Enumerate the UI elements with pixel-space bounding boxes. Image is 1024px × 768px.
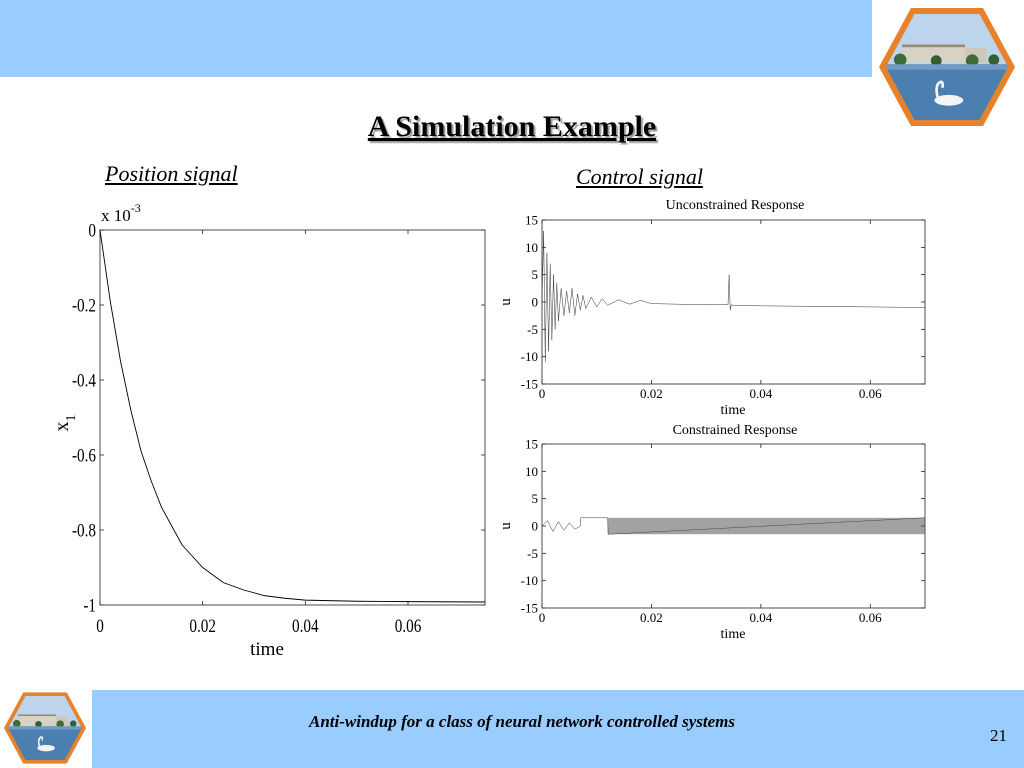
slide-title: A Simulation Example <box>367 110 657 143</box>
x-tick-label: 0.06 <box>858 610 882 625</box>
x-tick-label: 0.02 <box>189 615 216 637</box>
x-tick-label: 0 <box>96 615 104 637</box>
y-tick-label: 5 <box>531 491 538 507</box>
constrained-response-chart <box>490 416 950 646</box>
footer-title: Anti-windup for a class of neural network controlled systems <box>309 712 735 731</box>
y-tick-label: -15 <box>520 376 538 392</box>
chart-title: Constrained Response <box>672 423 798 438</box>
x-tick-label: 0 <box>538 386 546 401</box>
series-line-0 <box>100 230 485 602</box>
unconstrained-response-chart <box>490 192 950 422</box>
svg-text:x1: $x_1$ <box>51 414 79 432</box>
x-tick-label: 0.04 <box>292 615 319 637</box>
y-tick-label: 15 <box>525 436 538 452</box>
y-tick-label: -5 <box>527 321 538 337</box>
y-axis-label <box>51 415 79 432</box>
y-tick-label: -0.4 <box>71 370 96 392</box>
y-axis-label: u <box>498 298 514 306</box>
saturated-switching-band <box>608 518 925 534</box>
y-tick-label: 0 <box>531 518 538 534</box>
y-tick-label: -0.2 <box>71 295 96 317</box>
y-axis-label: u <box>498 522 514 530</box>
header-band <box>0 0 872 77</box>
x-axis-label: time <box>720 403 746 418</box>
y-tick-label: -5 <box>527 545 538 561</box>
plot-frame <box>542 220 925 384</box>
y-tick-label: -10 <box>520 349 538 365</box>
x-tick-label: 0.04 <box>749 610 773 625</box>
page-number: 21 <box>990 726 1007 745</box>
chart-title: Unconstrained Response <box>665 198 805 213</box>
series-line-0 <box>542 231 925 362</box>
y-tick-label: 5 <box>531 267 538 283</box>
position-signal-chart <box>50 195 450 665</box>
y-tick-label: -0.8 <box>71 520 96 542</box>
y-tick-label: -1 <box>83 595 96 617</box>
x-tick-label: 0.06 <box>858 386 882 401</box>
x-tick-label: 0.06 <box>394 615 422 637</box>
y-tick-label: 10 <box>525 239 538 255</box>
campus-logo-small <box>1 690 89 766</box>
x-tick-label: 0.04 <box>749 386 773 401</box>
control-signal-caption: Control signal <box>576 164 703 189</box>
y-tick-label: -0.6 <box>71 445 96 467</box>
y-tick-label: -15 <box>520 600 538 616</box>
x-tick-label: 0.02 <box>640 386 663 401</box>
position-signal-caption: Position signal <box>105 161 238 186</box>
x-tick-label: 0 <box>538 610 546 625</box>
chart-exponent: x $10^{-3}$ <box>101 201 141 225</box>
y-tick-label: 15 <box>525 212 538 228</box>
y-tick-label: 0 <box>88 220 96 242</box>
x-tick-label: 0.02 <box>640 610 663 625</box>
y-tick-label: 0 <box>531 294 538 310</box>
y-tick-label: 10 <box>525 463 538 479</box>
plot-frame <box>100 230 485 605</box>
y-tick-label: -10 <box>520 573 538 589</box>
x-axis-label: time <box>720 627 746 642</box>
x-axis-label: time <box>250 639 284 660</box>
